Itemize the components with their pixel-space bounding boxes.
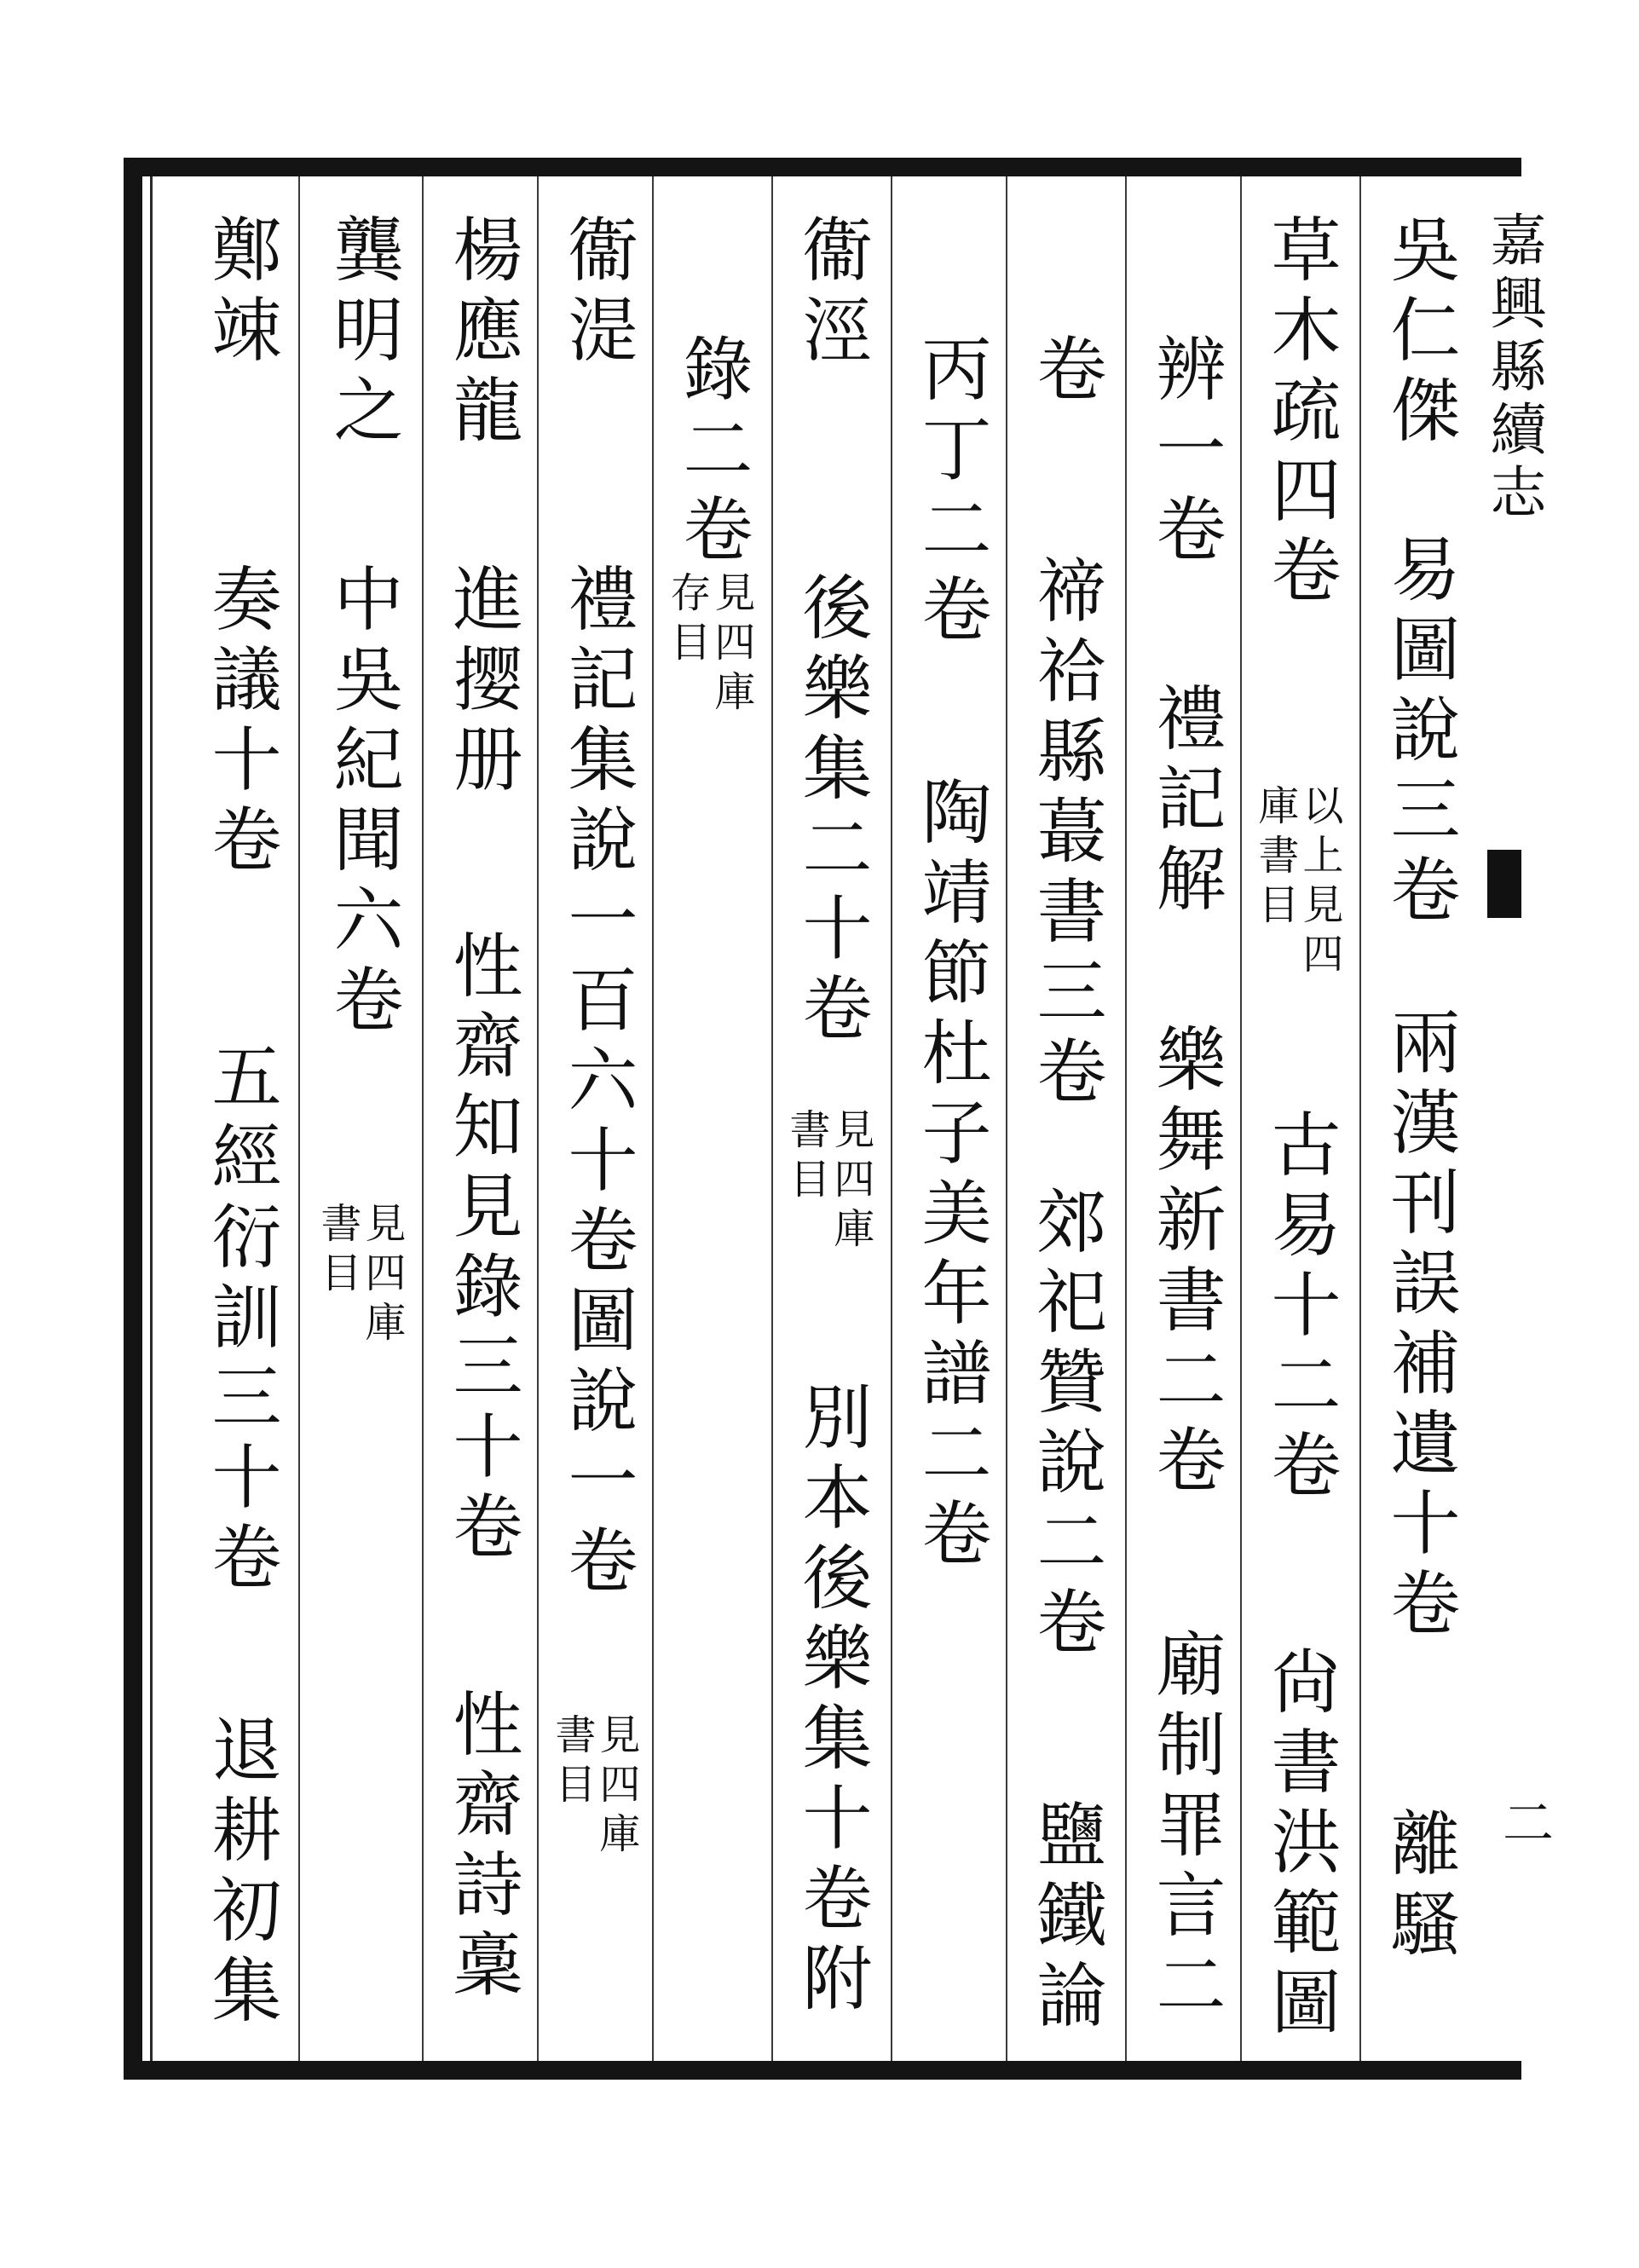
column-rule — [652, 176, 654, 2061]
book-title: 退耕初集 — [200, 1713, 281, 2034]
book-title: 尙書洪範圖 — [1260, 1645, 1341, 2046]
column-rule — [1359, 176, 1361, 2061]
book-title: 鹽鐵論 — [1025, 1798, 1106, 2039]
header-column — [1480, 176, 1554, 2061]
book-title: 離騷 — [1379, 1807, 1460, 1967]
fish-tail-mark — [1487, 850, 1521, 918]
header-title: 嘉興縣續志 — [1480, 211, 1546, 526]
text-column-5 — [899, 213, 1001, 2054]
book-title: 奏議十卷 — [200, 563, 281, 883]
annotation-note: 見四庫 — [358, 1202, 406, 1350]
book-title: 古易十二卷 — [1260, 1108, 1341, 1509]
book-title: 錄二卷 — [672, 332, 753, 573]
column-rule — [298, 176, 300, 2061]
annotation-note: 見四庫 — [592, 1713, 640, 1861]
book-title: 辨一卷 — [1145, 332, 1226, 573]
text-column-11 — [189, 213, 291, 2054]
book-title: 禮記集說一百六十卷圖說一卷 — [557, 563, 638, 1604]
text-column-3 — [1134, 213, 1236, 2054]
author-name: 鄭竦 — [200, 213, 281, 373]
book-title: 進撄册 — [441, 563, 522, 803]
column-rule — [1240, 176, 1242, 2061]
column-rule — [891, 176, 892, 2061]
book-title: 卷 — [1025, 332, 1106, 413]
book-title: 丙丁二卷 — [910, 332, 991, 653]
author-name: 衞湜 — [557, 213, 638, 373]
column-rule — [537, 176, 539, 2061]
annotation-note: 見四庫 — [707, 571, 755, 719]
text-column-9 — [430, 213, 533, 2054]
annotation-note: 以上見四 — [1296, 784, 1343, 982]
column-rule — [1006, 176, 1007, 2061]
book-title: 易圖說三卷 — [1379, 533, 1460, 933]
author-name: 衞涇 — [791, 213, 872, 373]
book-title: 禘祫縣蕞書三卷 — [1025, 554, 1106, 1115]
book-title: 別本後樂集十卷附 — [791, 1381, 872, 2022]
annotation-note: 見四庫 — [827, 1108, 874, 1256]
text-column-8 — [545, 213, 648, 2054]
text-column-6 — [780, 213, 882, 2054]
book-title: 樂舞新書二卷 — [1145, 1023, 1226, 1503]
text-column-4 — [1014, 213, 1117, 2054]
book-title: 中吳紀聞六卷 — [322, 563, 403, 1043]
book-title: 禮記解 — [1145, 682, 1226, 922]
author-name: 龔明之 — [322, 213, 403, 453]
column-rule — [1125, 176, 1127, 2061]
annotation-note: 存目 — [663, 571, 711, 670]
book-title: 性齋知見錄三十卷 — [441, 929, 522, 1570]
column-rule — [422, 176, 424, 2061]
book-title: 性齋詩稾 — [441, 1688, 522, 2008]
book-title: 兩漢刊誤補遺十卷 — [1379, 1006, 1460, 1647]
text-column-10 — [311, 213, 413, 2054]
page-number: 二 — [1494, 1796, 1554, 1847]
book-title: 廟制罪言二 — [1145, 1628, 1226, 2029]
book-title: 郊祀贊說二卷 — [1025, 1185, 1106, 1665]
text-column-2 — [1249, 213, 1351, 2054]
text-column-7 — [661, 213, 763, 2054]
book-title: 五經衍訓三十卷 — [200, 1040, 281, 1601]
column-rule — [771, 176, 773, 2061]
book-title: 後樂集二十卷 — [791, 571, 872, 1052]
book-title: 陶靖節杜子美年譜二卷 — [910, 776, 991, 1577]
annotation-note: 庫書目 — [1251, 784, 1299, 932]
annotation-note: 書目 — [782, 1108, 830, 1207]
frame-inner-line — [150, 176, 153, 2061]
annotation-note: 書目 — [314, 1202, 361, 1301]
author-name: 吳仁傑 — [1379, 213, 1460, 453]
text-column-1 — [1368, 213, 1470, 2054]
author-name: 楊應龍 — [441, 213, 522, 453]
annotation-note: 書目 — [548, 1713, 596, 1812]
book-title: 草木疏四卷 — [1260, 213, 1341, 614]
